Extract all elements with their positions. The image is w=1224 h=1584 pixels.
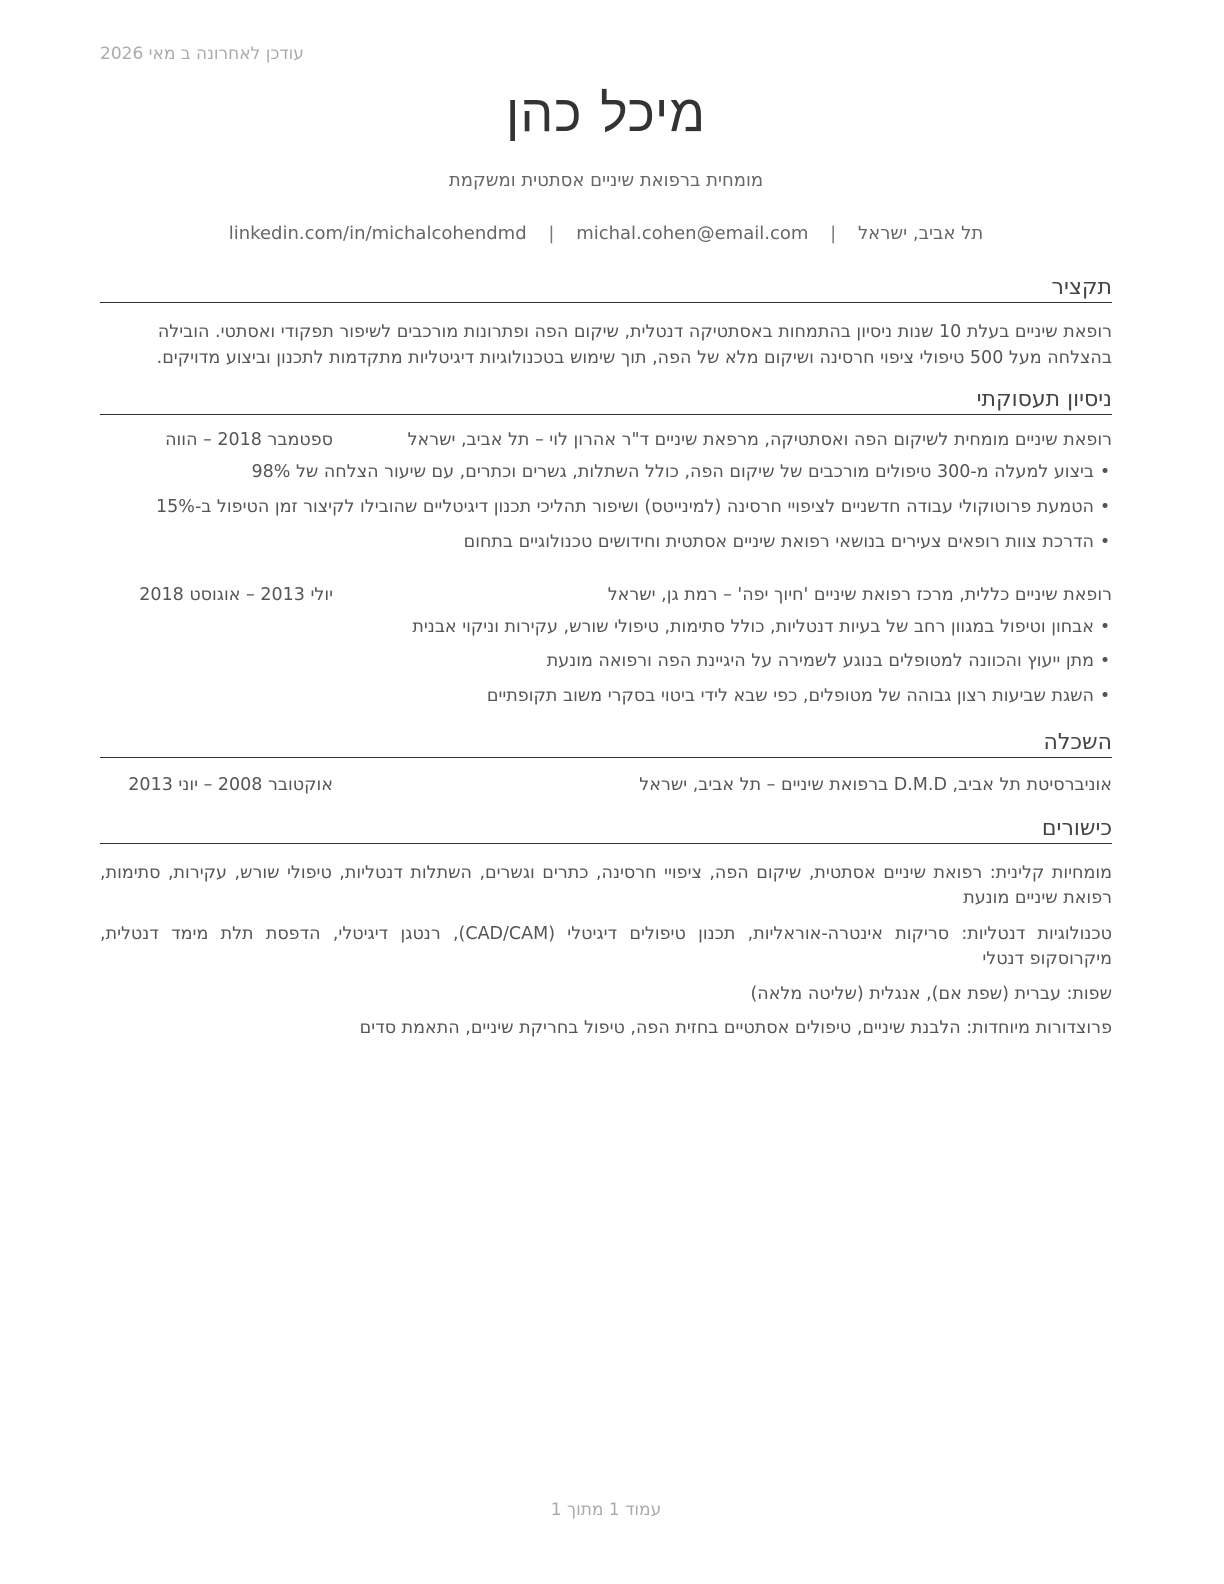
- bullet-dot: •: [1099, 651, 1111, 671]
- bullet-dot: •: [1099, 497, 1111, 517]
- skill-item: פרוצדורות מיוחדות: הלבנת שיניים, טיפולים אסתטיים בחזית הפה, טיפול בחריקת שיניים, התאמת סדים: [359, 1018, 1112, 1038]
- skill-item: טכנולוגיות דנטליות: סריקות אינטרה-אוראליות, תכנון טיפולים דיגיטלי (CAD/CAM), רנטגן דיגיטלי, הדפסת תלת מימד דנטלית, מיקרוסקופ דנטלי: [100, 924, 1113, 969]
- candidate-subtitle: מומחית ברפואת שיניים אסתטית ומשקמת: [448, 170, 764, 191]
- section-title-skills: כישורים: [100, 816, 1112, 844]
- contact-linkedin-link[interactable]: linkedin.com/in/michalcohendmd: [228, 223, 527, 244]
- section-title-experience: ניסיון תעסוקתי: [100, 387, 1112, 415]
- contact-separator: |: [548, 223, 555, 244]
- bullet-dot: •: [1099, 462, 1111, 482]
- job-header: [100, 585, 1112, 613]
- education-entry: [100, 775, 1112, 803]
- section-title-education: השכלה: [100, 730, 1112, 758]
- bullet-text: מתן ייעוץ והכוונה למטופלים בנוגע לשמירה על היגיינת הפה ורפואה מונעת: [546, 651, 1094, 671]
- bullet-text: הדרכת צוות רופאים צעירים בנושאי רפואת שיניים אסתטית וחידושים טכנולוגיים בתחום: [463, 532, 1094, 552]
- job-title: רופאת שיניים כללית, מרכז רפואת שיניים 'חיוך יפה' – רמת גן, ישראל: [607, 585, 1112, 605]
- contact-separator: |: [830, 223, 837, 244]
- job-bullet: [100, 462, 1112, 482]
- bullet-text: אבחון וטיפול במגוון רחב של בעיות דנטליות, כולל סתימות, טיפולי שורש, עקירות וניקוי אבנית: [412, 617, 1094, 637]
- candidate-name: מיכל כהן: [505, 84, 707, 144]
- job-dates: יולי 2013 – אוגוסט 2018: [139, 585, 333, 605]
- bullet-text: הטמעת פרוטוקולי עבודה חדשניים לציפויי חרסינה (למינייטס) ושיפור תהליכי תכנון דיגיטליים שהובילו לקיצור זמן הטיפול ב-15%: [156, 497, 1094, 517]
- education-dates: אוקטובר 2008 – יוני 2013: [128, 775, 333, 795]
- bullet-text: השגת שביעות רצון גבוהה של מטופלים, כפי שבא לידי ביטוי בסקרי משוב תקופתיים: [486, 686, 1094, 706]
- bullet-dot: •: [1099, 532, 1111, 552]
- skill-item: מומחיות קלינית: רפואת שיניים אסתטית, שיקום הפה, ציפויי חרסינה, כתרים וגשרים, השתלות דנטליות, טיפולי שורש, עקירות, סתימות, רפואת שיניים מונעת: [100, 863, 1112, 908]
- resume-page: [100, 0, 1112, 1584]
- skill-item: שפות: עברית (שפת אם), אנגלית (שליטה מלאה): [750, 984, 1112, 1004]
- job-bullet: [100, 532, 1112, 552]
- education-degree: אוניברסיטת תל אביב, D.M.D ברפואת שיניים – תל אביב, ישראל: [639, 775, 1112, 795]
- contact-line: [100, 223, 1112, 244]
- section-title-summary: תקציר: [100, 275, 1112, 303]
- contact-location: תל אביב, ישראל: [857, 223, 984, 244]
- job-title: רופאת שיניים מומחית לשיקום הפה ואסתטיקה, מרפאת שיניים ד"ר אהרון לוי – תל אביב, ישראל: [407, 430, 1112, 450]
- job-bullet: [100, 617, 1112, 637]
- job-header: [100, 430, 1112, 458]
- job-bullet: [100, 651, 1112, 671]
- bullet-dot: •: [1099, 686, 1111, 706]
- bullet-text: ביצוע למעלה מ-300 טיפולים מורכבים של שיקום הפה, כולל השתלות, גשרים וכתרים, עם שיעור הצלחה של 98%: [251, 462, 1094, 482]
- contact-email-link[interactable]: michal.cohen@email.com: [576, 223, 809, 244]
- page-number: עמוד 1 מתוך 1: [550, 1500, 662, 1520]
- bullet-dot: •: [1099, 617, 1111, 637]
- job-bullet: [100, 497, 1112, 517]
- last-updated: עודכן לאחרונה ב מאי 2026: [100, 44, 304, 64]
- job-dates: ספטמבר 2018 – הווה: [165, 430, 333, 450]
- summary-text: רופאת שיניים בעלת 10 שנות ניסיון בהתמחות באסתטיקה דנטלית, שיקום הפה ופתרונות מורכבים לשיפור תפקודי ואסתטי. הובילה בהצלחה מעל 500 טיפולי ציפוי חרסינה ושיקום מלא של הפה, תוך שימוש בטכנולוגיות דיגיטליות מתקדמות לתכנון וביצוע מדויקים.: [156, 322, 1112, 368]
- job-bullet: [100, 686, 1112, 706]
